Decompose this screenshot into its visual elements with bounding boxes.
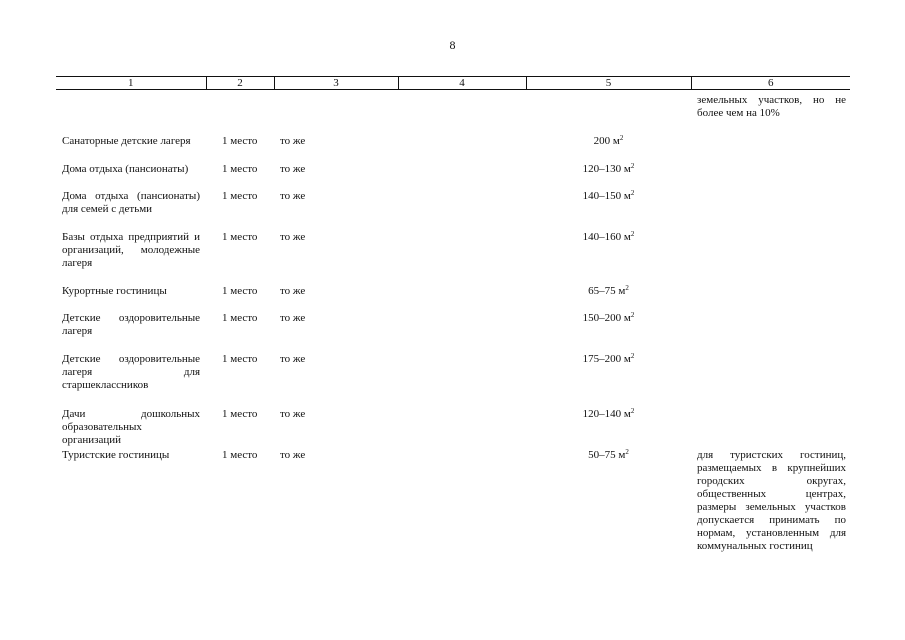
facility-name: Детские оздоровительные лагеря для старшеклассников	[62, 353, 200, 391]
unit-cell: 1 место	[222, 353, 258, 365]
column-header-6: 6	[691, 77, 850, 90]
facility-name: Туристские гостиницы	[62, 449, 170, 461]
reference-cell: то же	[280, 285, 306, 297]
continuation-note: земельных участков, но не более чем на 10%	[697, 94, 846, 119]
table-row	[56, 312, 850, 353]
unit-cell: 1 место	[222, 408, 258, 420]
reference-cell: то же	[280, 163, 306, 175]
area-cell: 200 $м^2$	[593, 134, 624, 147]
area-cell: 175–200 $м^2$	[582, 352, 635, 365]
reference-cell: то же	[280, 408, 306, 420]
note-cell	[691, 163, 850, 190]
facility-name: Базы отдыха предприятий и организаций, молодежные лагеря	[62, 231, 200, 269]
table-row	[56, 408, 850, 449]
reference-cell: то же	[280, 135, 306, 147]
area-cell: 65–75 $м^2$	[588, 284, 629, 297]
table-row	[56, 353, 850, 408]
facility-name: Дома отдыха (пансионаты)	[62, 163, 189, 175]
facility-name: Дома отдыха (пансионаты) для семей с детьми	[62, 190, 200, 215]
facility-name: Дачи дошкольных образовательных организаций	[62, 408, 200, 446]
table-row	[56, 449, 850, 569]
unit-cell: 1 место	[222, 449, 258, 461]
area-cell: 140–160 $м^2$	[582, 230, 635, 243]
column-header-4: 4	[398, 77, 526, 90]
column-header-2: 2	[206, 77, 274, 90]
reference-cell: то же	[280, 190, 306, 202]
unit-cell: 1 место	[222, 163, 258, 175]
table-row	[56, 190, 850, 231]
note-cell: для туристских гостиниц, размещаемых в крупнейших городских округах, общественных центрах, размеры земельных участков допускается принимать по нормам, установленным для коммунальных гостиниц	[697, 449, 846, 552]
table-row	[56, 285, 850, 312]
facility-name: Курортные гостиницы	[62, 285, 167, 297]
reference-cell: то же	[280, 449, 306, 461]
column-header-3: 3	[274, 77, 398, 90]
table-row-continuation	[56, 94, 850, 135]
column-header-5: 5	[526, 77, 691, 90]
note-cell	[691, 353, 850, 408]
area-cell: 140–150 $м^2$	[582, 189, 635, 202]
note-cell	[691, 312, 850, 353]
reference-cell: то же	[280, 353, 306, 365]
note-cell	[691, 408, 850, 449]
note-cell	[691, 285, 850, 312]
unit-cell: 1 место	[222, 285, 258, 297]
note-cell	[691, 190, 850, 231]
unit-cell: 1 место	[222, 135, 258, 147]
table-row	[56, 135, 850, 163]
table-body	[56, 94, 850, 569]
unit-cell: 1 место	[222, 190, 258, 202]
note-cell	[691, 135, 850, 163]
page-number: 8	[449, 38, 456, 52]
reference-cell: то же	[280, 231, 306, 243]
unit-cell: 1 место	[222, 312, 258, 324]
reference-cell: то же	[280, 312, 306, 324]
area-cell: 120–130 $м^2$	[582, 162, 635, 175]
area-cell: 150–200 $м^2$	[582, 311, 635, 324]
unit-cell: 1 место	[222, 231, 258, 243]
area-cell: 120–140 $м^2$	[582, 407, 635, 420]
facility-name: Санаторные детские лагеря	[62, 135, 191, 147]
facility-name: Детские оздоровительные лагеря	[62, 312, 200, 337]
column-header-1: 1	[56, 77, 206, 90]
area-cell: 50–75 $м^2$	[588, 448, 629, 461]
table-header	[56, 76, 850, 90]
table-row	[56, 231, 850, 285]
table-row	[56, 163, 850, 190]
note-cell	[691, 231, 850, 285]
